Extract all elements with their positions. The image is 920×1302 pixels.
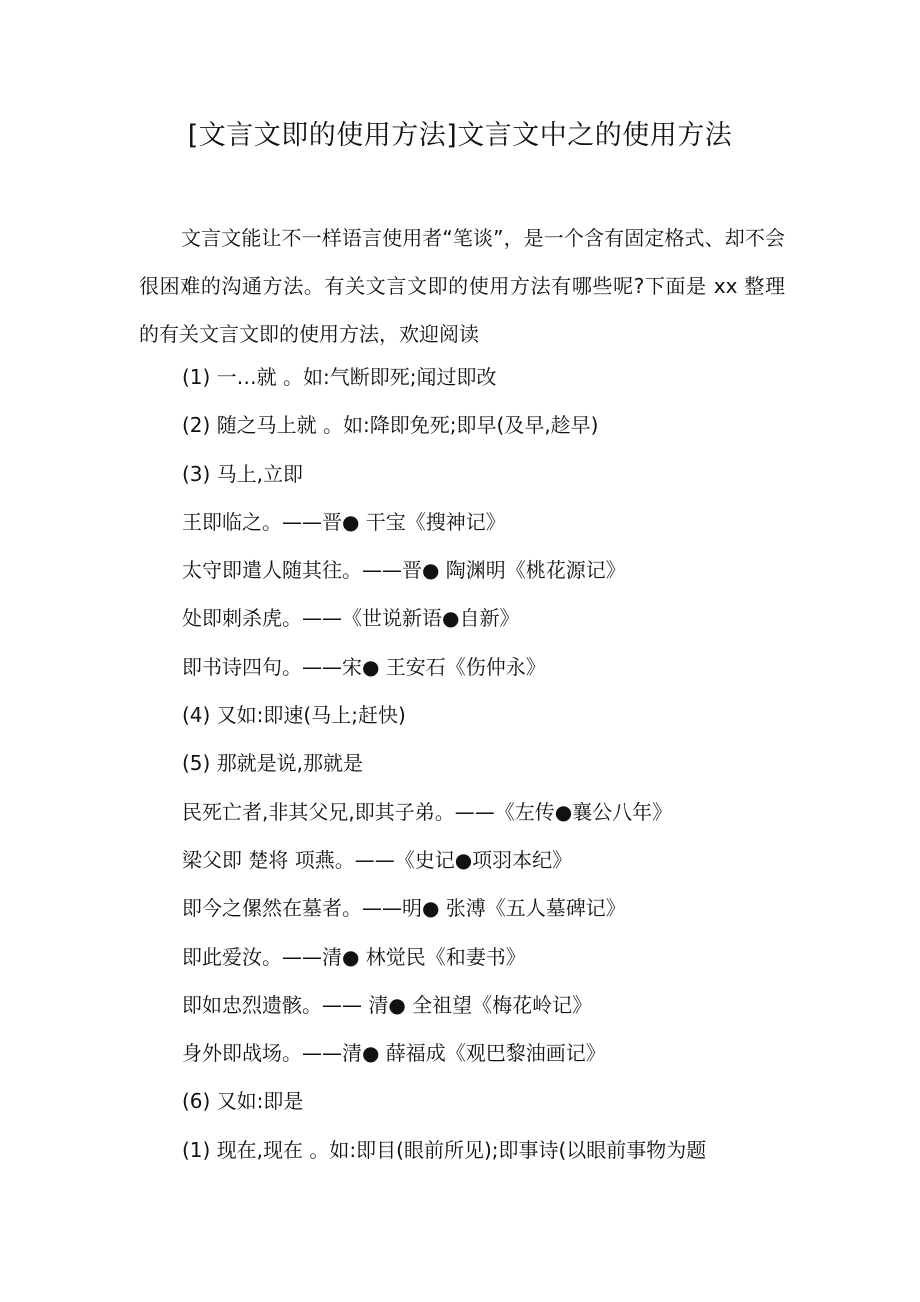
body-line: 即此爱汝。——清● 林觉民《和妻书》: [182, 944, 526, 969]
body-line: (2) 随之马上就 。如:降即免死;即早(及早,趁早): [182, 413, 599, 438]
body-line: (1) 现在,现在 。如:即目(眼前所见);即事诗(以眼前事物为题: [182, 1137, 707, 1162]
body-line: 太守即遣人随其往。——晋● 陶渊明《桃花源记》: [182, 558, 626, 583]
body-line: 即今之傫然在墓者。——明● 张溥《五人墓碑记》: [182, 896, 626, 921]
body-line: 王即临之。——晋● 干宝《搜神记》: [182, 509, 506, 534]
body-line: 即书诗四句。——宋● 王安石《伤仲永》: [182, 654, 546, 679]
body-line: 身外即战场。——清● 薛福成《观巴黎油画记》: [182, 1041, 606, 1066]
body-line: (1) 一…就 。如:气断即死;闻过即改: [182, 365, 497, 389]
body-lines: [182, 353, 802, 1174]
document-title: [文言文即的使用方法]文言文中之的使用方法: [187, 120, 733, 151]
body-line: (5) 那就是说,那就是: [182, 751, 364, 776]
body-line: (4) 又如:即速(马上;赶快): [182, 703, 406, 728]
body-line: 处即刺杀虎。——《世说新语●自新》: [182, 606, 520, 631]
intro-paragraph: 文言文能让不一样语言使用者“笔谈”，是一个含有固定格式、却不会很困难的沟通方法。有关文言文即的使用方法有哪些呢?下面是 xx 整理的有关文言文即的使用方法，欢迎阅读: [139, 226, 785, 346]
body-line: (6) 又如:即是: [182, 1089, 304, 1114]
body-line: 即如忠烈遗骸。—— 清● 全祖望《梅花岭记》: [182, 992, 593, 1017]
body-line: (3) 马上,立即: [182, 461, 304, 486]
body-line: 民死亡者,非其父兄,即其子弟。——《左传●襄公八年》: [182, 799, 673, 824]
body-line: 梁父即 楚将 项燕。——《史记●项羽本纪》: [182, 847, 573, 872]
